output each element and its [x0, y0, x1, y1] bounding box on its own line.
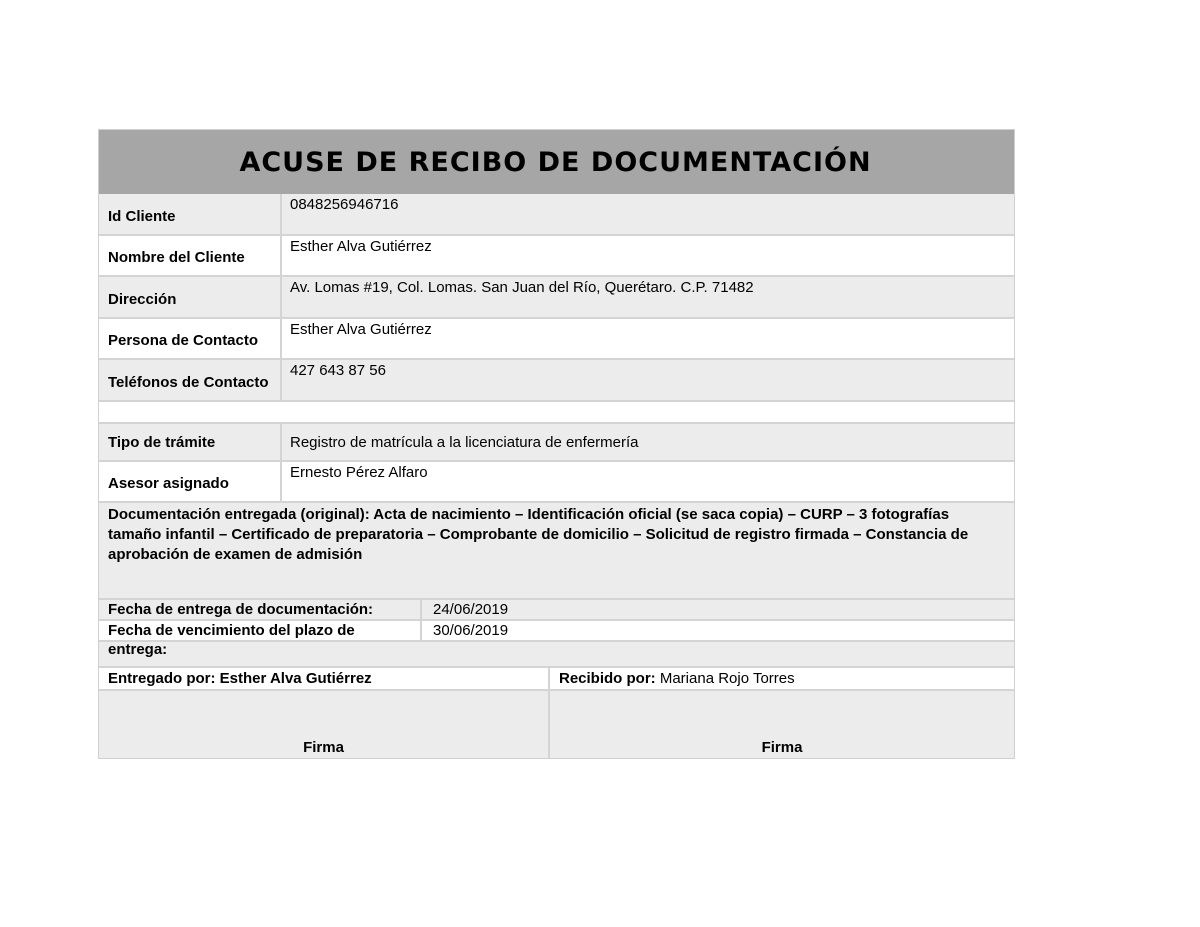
field-value: 0848256946716: [290, 196, 399, 213]
field-label: Persona de Contacto: [99, 319, 282, 358]
signature-row: [99, 691, 1014, 758]
field-row-tipo-tramite: [99, 424, 1014, 462]
delivered-by-label: Entregado por:: [108, 670, 216, 687]
field-row-id-cliente: [99, 194, 1014, 236]
field-label: Nombre del Cliente: [99, 236, 282, 275]
date-row-entrega: [99, 600, 1014, 621]
delivered-by-name: Esther Alva Gutiérrez: [219, 670, 372, 687]
spacer-row: [99, 642, 1014, 668]
field-label: Id Cliente: [99, 194, 282, 234]
field-value: Registro de matrícula a la licenciatura de enfermería: [290, 433, 639, 451]
field-row-persona-contacto: [99, 319, 1014, 360]
document-title: ACUSE DE RECIBO DE DOCUMENTACIÓN: [239, 146, 872, 178]
received-by-label: Recibido por:: [559, 670, 656, 687]
field-value: Esther Alva Gutiérrez: [290, 238, 432, 255]
field-label: Teléfonos de Contacto: [99, 360, 282, 400]
received-by-name: Mariana Rojo Torres: [659, 670, 795, 687]
documentation-text: Documentación entregada (original): Acta de nacimiento – Identificación oficial (se saca copia) – CURP – 3 fotografías tamaño infantil – Certificado de preparatoria – Comprobante de domicilio – Solicitud de registro firmada – Constancia de aprobación de examen de admisión: [108, 506, 969, 563]
date-value: 24/06/2019: [433, 601, 509, 618]
field-label: Tipo de trámite: [99, 424, 282, 460]
spacer-row: [99, 402, 1014, 424]
field-row-telefonos: [99, 360, 1014, 402]
delivered-signature-box: [99, 691, 550, 758]
received-by-cell: [550, 668, 1014, 689]
field-label: Dirección: [99, 277, 282, 317]
field-value: Esther Alva Gutiérrez: [290, 321, 432, 338]
signature-label: Firma: [761, 739, 803, 756]
field-row-nombre-cliente: [99, 236, 1014, 277]
signature-header-row: [99, 668, 1014, 691]
acknowledgment-form: [98, 129, 1015, 759]
documentation-row: [99, 503, 1014, 600]
received-signature-box: [550, 691, 1014, 758]
date-row-vencimiento: [99, 621, 1014, 658]
signature-label: Firma: [303, 739, 344, 756]
field-value: Av. Lomas #19, Col. Lomas. San Juan del Río, Querétaro. C.P. 71482: [290, 279, 754, 296]
field-value: Ernesto Pérez Alfaro: [290, 464, 428, 481]
field-row-asesor: [99, 462, 1014, 503]
field-row-direccion: [99, 277, 1014, 319]
date-label: Fecha de entrega de documentación:: [99, 600, 422, 619]
delivered-by-cell: [99, 668, 550, 689]
title-row: [99, 130, 1014, 194]
date-value: 30/06/2019: [433, 622, 509, 639]
field-label: Asesor asignado: [99, 462, 282, 501]
date-label: Fecha de vencimiento del plazo de entrega:: [99, 621, 422, 640]
field-value: 427 643 87 56: [290, 362, 386, 379]
